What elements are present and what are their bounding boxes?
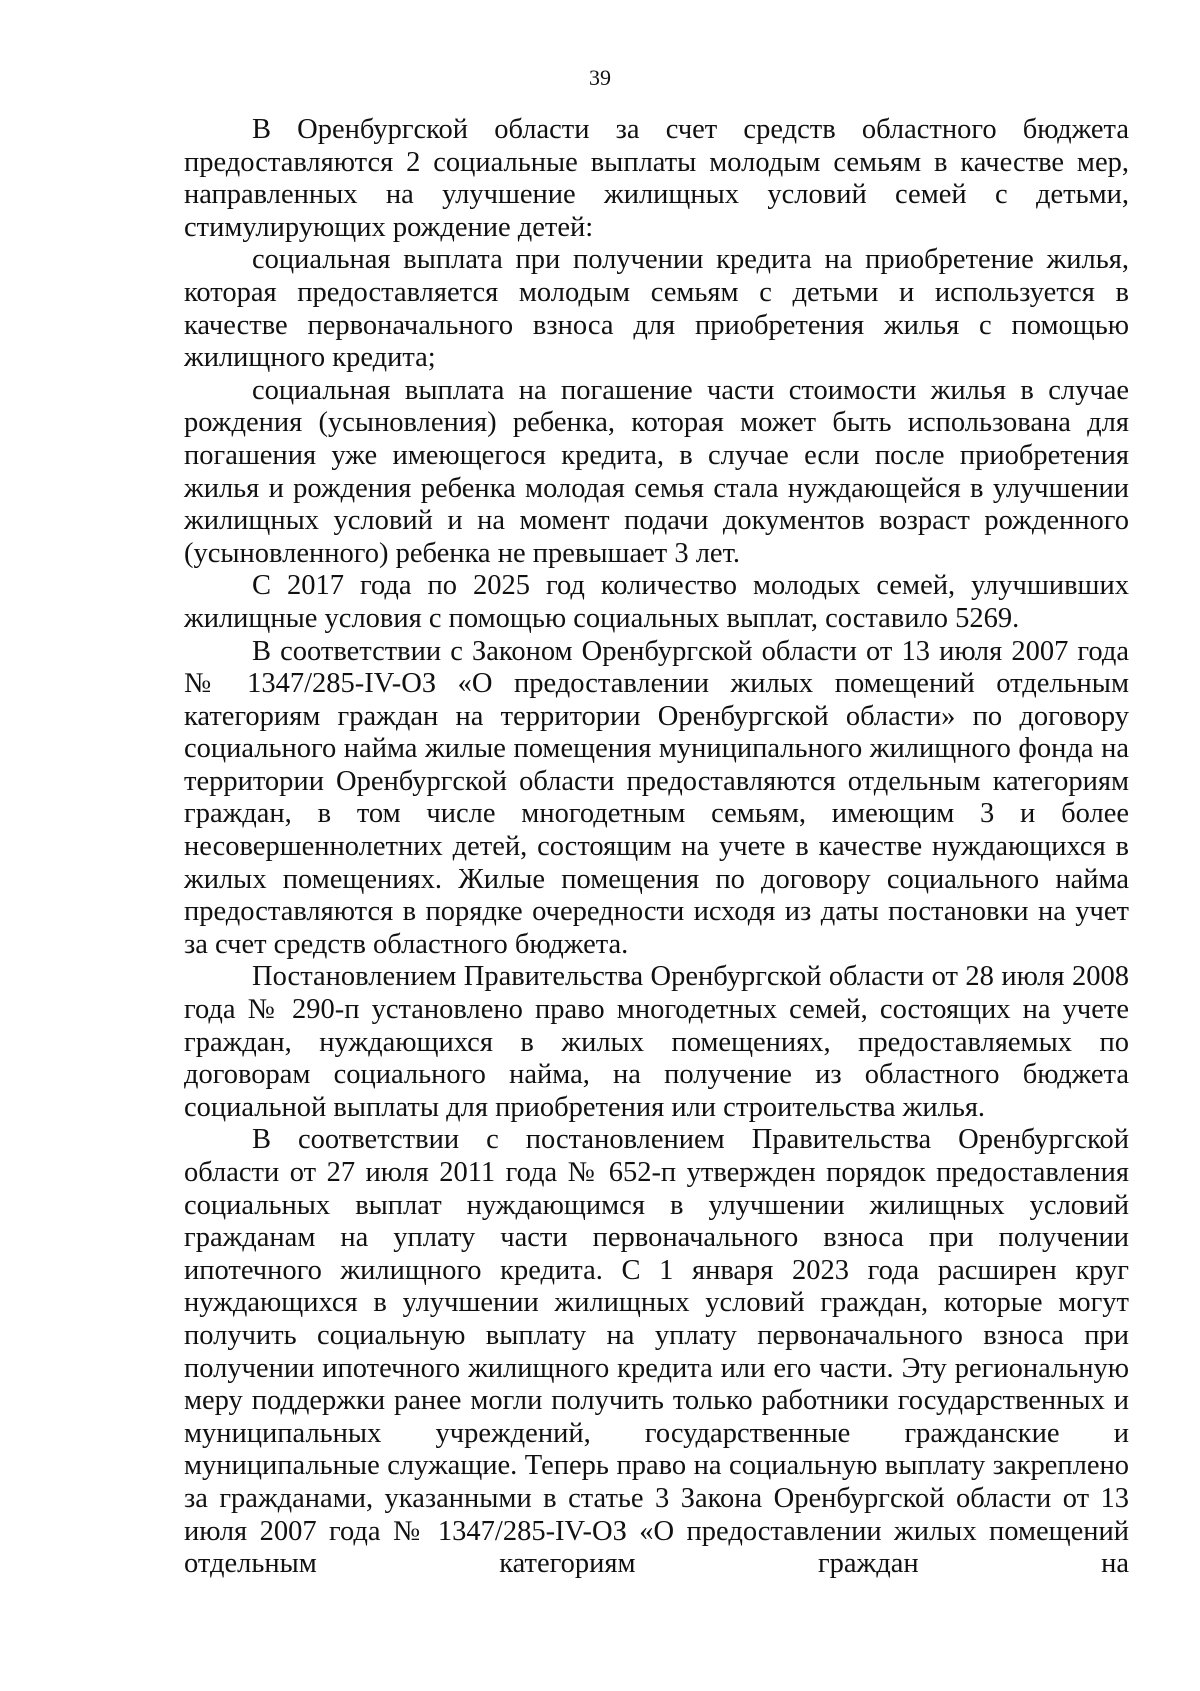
paragraph-statistics: С 2017 года по 2025 год количество молодых семей, улучшивших жилищные условия с помощью социальных выплат, составило 5269. — [184, 570, 1129, 634]
paragraph-law-social-housing: В соответствии с Законом Оренбургской области от 13 июля 2007 года № 1347/285-IV-ОЗ «О предоставлении жилых помещений отдельным категориям граждан на территории Оренбургской области» по договору социального найма жилые помещения муниципального жилищного фонда на территории Оренбургской области предоставляются отдельным категориям граждан, в том числе многодетным семьям, имеющим 3 и более несовершеннолетних детей, состоящим на учете в качестве нуждающихся в жилых помещениях. Жилые помещения по договору социального найма предоставляются в порядке очередности исходя из даты постановки на учет за счет средств областного бюджета. — [184, 635, 1129, 960]
page-number: 39 — [589, 65, 611, 90]
document-body — [184, 114, 1129, 1581]
paragraph-young-families-payments: В Оренбургской области за счет средств областного бюджета предоставляются 2 социальные выплаты молодым семьям в качестве мер, направленных на улучшение жилищных условий семей с детьми, стимулирующих рождение детей: — [184, 114, 1129, 243]
paragraph-credit-payment: социальная выплата при получении кредита на приобретение жилья, которая предоставляется молодым семьям с детьми и используется в качестве первоначального взноса для приобретения жилья с помощью жилищного кредита; — [184, 244, 1129, 374]
paragraph-repayment-payment: социальная выплата на погашение части стоимости жилья в случае рождения (усыновления) ребенка, которая может быть использована для погашения уже имеющегося кредита, в случае если после приобретения жилья и рождения ребенка молодая семья стала нуждающейся в улучшении жилищных условий и на момент подачи документов возраст рожденного (усыновленного) ребенка не превышает 3 лет. — [184, 374, 1129, 569]
paragraph-mortgage-payments: В соответствии с постановлением Правительства Оренбургской области от 27 июля 2011 года № 652-п утвержден порядок предоставления социальных выплат нуждающимся в улучшении жилищных условий гражданам на уплату части первоначального взноса при получении ипотечного жилищного кредита. С 1 января 2023 года расширен круг нуждающихся в улучшении жилищных условий граждан, которые могут получить социальную выплату на уплату первоначального взноса при получении ипотечного жилищного кредита или его части. Эту региональную меру поддержки ранее могли получить только работники государственных и муниципальных учреждений, государственные гражданские и муниципальные служащие. Теперь право на социальную выплату закреплено за гражданами, указанными в статье 3 Закона Оренбургской области от 13 июля 2007 года № 1347/285-IV-ОЗ «О предоставлении жилых помещений отдельным категориям граждан на — [184, 1124, 1129, 1580]
paragraph-large-families-resolution: Постановлением Правительства Оренбургской области от 28 июля 2008 года № 290-п установлено право многодетных семей, состоящих на учете граждан, нуждающихся в жилых помещениях, предоставляемых по договорам социального найма, на получение из областного бюджета социальной выплаты для приобретения или строительства жилья. — [184, 961, 1129, 1123]
